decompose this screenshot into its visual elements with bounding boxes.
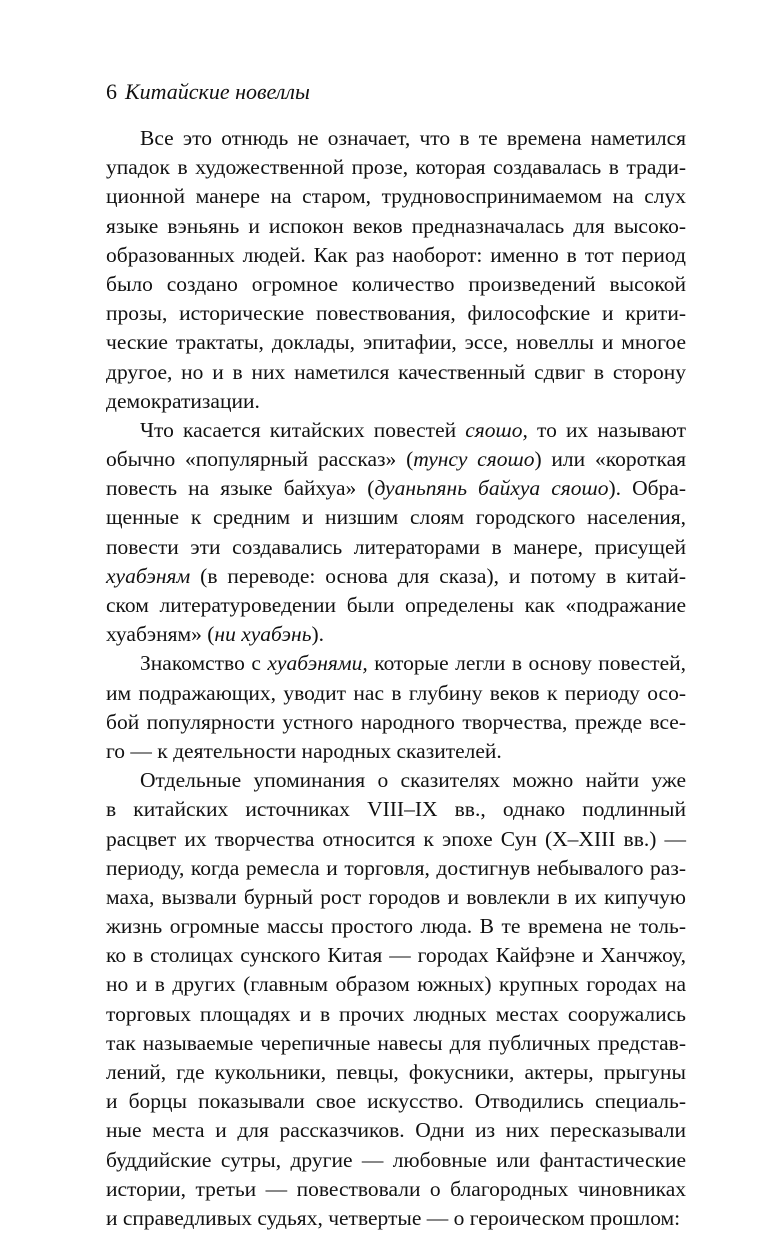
italic-term: хуабэнями, bbox=[267, 651, 368, 676]
text-run: другое, но и в них наметился качественный сдвиг в сторону bbox=[106, 359, 686, 384]
text-run: го — к деятельности народных сказителей. bbox=[106, 738, 502, 763]
text-run: образованных людей. Как раз наоборот: именно в тот период bbox=[106, 242, 686, 267]
text-line bbox=[106, 941, 686, 970]
text-line bbox=[106, 737, 686, 766]
text-run: ). bbox=[311, 622, 325, 647]
text-run: ском литературоведении были определены как «подражание bbox=[106, 593, 686, 617]
text-run: расцвет их творчества относится к эпохе Сун (X–XIII вв.) — bbox=[106, 826, 686, 851]
text-run: бой популярности устного народного творчества, прежде все- bbox=[106, 709, 686, 734]
text-run: прозы, исторические повествования, философские и крити- bbox=[106, 301, 686, 326]
text-run: то их называют bbox=[527, 417, 686, 442]
text-run: (в переводе: основа для сказа), и потому в китай- bbox=[190, 563, 686, 588]
text-line bbox=[106, 416, 686, 445]
text-run: ные места и для рассказчиков. Одни из них пересказывали bbox=[106, 1118, 686, 1143]
text-run: хуабэням» ( bbox=[106, 622, 215, 647]
text-line bbox=[106, 562, 686, 591]
text-run: и борцы показывали свое искусство. Отводились специаль- bbox=[106, 1089, 686, 1114]
text-line bbox=[106, 1175, 686, 1204]
text-line bbox=[106, 825, 686, 854]
text-line bbox=[106, 212, 686, 241]
text-line bbox=[106, 182, 686, 211]
text-line bbox=[106, 1058, 686, 1087]
text-line bbox=[106, 1146, 686, 1175]
text-run: ) или «короткая bbox=[534, 447, 686, 472]
text-line bbox=[106, 445, 686, 474]
italic-term: хуабэням bbox=[106, 563, 191, 588]
text-line bbox=[106, 883, 686, 912]
text-run: в китайских источниках VIII–IX вв., однако подлинный bbox=[106, 797, 686, 822]
text-line bbox=[106, 387, 686, 416]
text-line bbox=[106, 970, 686, 999]
text-run: так называемые черепичные навесы для публичных представ- bbox=[106, 1030, 686, 1055]
text-run: но и в других (главным образом южных) крупных городах на bbox=[106, 972, 686, 997]
text-line bbox=[106, 1116, 686, 1145]
text-run: ). Обра- bbox=[608, 476, 686, 501]
text-line bbox=[106, 503, 686, 532]
paragraph bbox=[106, 649, 686, 766]
text-run: обычно «популярный рассказ» ( bbox=[106, 447, 414, 472]
text-run: маха, вызвали бурный рост городов и вовлекли в их кипучую bbox=[106, 884, 686, 909]
text-run: языке вэньянь и испокон веков предназначалась для высоко- bbox=[106, 213, 686, 238]
text-line bbox=[106, 241, 686, 270]
text-line bbox=[106, 1000, 686, 1029]
text-run: периоду, когда ремесла и торговля, достигнув небывалого раз- bbox=[106, 855, 686, 880]
text-run: торговых площадях и в прочих людных местах сооружались bbox=[106, 1001, 686, 1026]
text-run: щенные к средним и низшим слоям городского населения, bbox=[106, 505, 686, 530]
text-line bbox=[106, 649, 686, 678]
text-run: Что касается китайских повестей bbox=[140, 417, 466, 442]
text-line bbox=[106, 328, 686, 357]
text-run: ко в столицах сунского Китая — городах Кайфэне и Ханчжоу, bbox=[106, 943, 686, 968]
text-run: повесть на языке байхуа» ( bbox=[106, 476, 375, 501]
body-text bbox=[106, 124, 686, 1233]
italic-term: сяошо, bbox=[465, 417, 528, 442]
text-line bbox=[106, 708, 686, 737]
text-line bbox=[106, 1087, 686, 1116]
italic-term: ни хуабэнь bbox=[214, 622, 312, 647]
text-line bbox=[106, 679, 686, 708]
text-line bbox=[106, 854, 686, 883]
text-line bbox=[106, 1029, 686, 1058]
text-line bbox=[106, 620, 686, 649]
text-line bbox=[106, 474, 686, 503]
text-run: упадок в художественной прозе, которая создавалась в тради- bbox=[106, 155, 686, 180]
text-line bbox=[106, 533, 686, 562]
text-line bbox=[106, 270, 686, 299]
text-line bbox=[106, 1204, 686, 1233]
italic-term: дуаньпянь байхуа сяошо bbox=[374, 476, 609, 501]
page-header bbox=[106, 78, 310, 106]
page-number: 6 bbox=[106, 79, 117, 104]
text-run: буддийские сутры, другие — любовные или фантастические bbox=[106, 1147, 686, 1172]
text-run: им подражающих, уводит нас в глубину веков к периоду осо- bbox=[106, 680, 686, 705]
paragraph bbox=[106, 416, 686, 650]
text-line bbox=[106, 766, 686, 795]
text-line bbox=[106, 124, 686, 153]
text-line bbox=[106, 358, 686, 387]
text-run: Знакомство с bbox=[140, 651, 268, 676]
text-run: ционной манере на старом, трудновоспринимаемом на слух bbox=[106, 184, 686, 209]
italic-term: тунсу сяошо bbox=[413, 447, 535, 472]
running-title: Китайские новеллы bbox=[125, 79, 310, 104]
text-run: истории, третьи — повествовали о благородных чиновниках bbox=[106, 1176, 686, 1201]
text-run: Отдельные упоминания о сказителях можно найти уже bbox=[140, 768, 686, 793]
text-run: демократизации. bbox=[106, 388, 260, 413]
text-run: Все это отнюдь не означает, что в те времена наметился bbox=[140, 126, 686, 150]
text-line bbox=[106, 153, 686, 182]
text-run: ческие трактаты, доклады, эпитафии, эссе, новеллы и многое bbox=[106, 330, 686, 355]
text-run: было создано огромное количество произведений высокой bbox=[106, 271, 686, 296]
text-line bbox=[106, 912, 686, 941]
text-run: повести эти создавались литераторами в манере, присущей bbox=[106, 534, 686, 559]
text-run: жизнь огромные массы простого люда. В те времена не толь- bbox=[106, 914, 686, 939]
text-run: и справедливых судьях, четвертые — о героическом прошлом: bbox=[106, 1205, 681, 1230]
text-line bbox=[106, 299, 686, 328]
paragraph bbox=[106, 124, 686, 416]
text-line bbox=[106, 591, 686, 620]
text-line bbox=[106, 795, 686, 824]
text-run: лений, где кукольники, певцы, фокусники, актеры, прыгуны bbox=[106, 1060, 686, 1084]
text-run: которые легли в основу повестей, bbox=[367, 651, 686, 676]
paragraph bbox=[106, 766, 686, 1233]
